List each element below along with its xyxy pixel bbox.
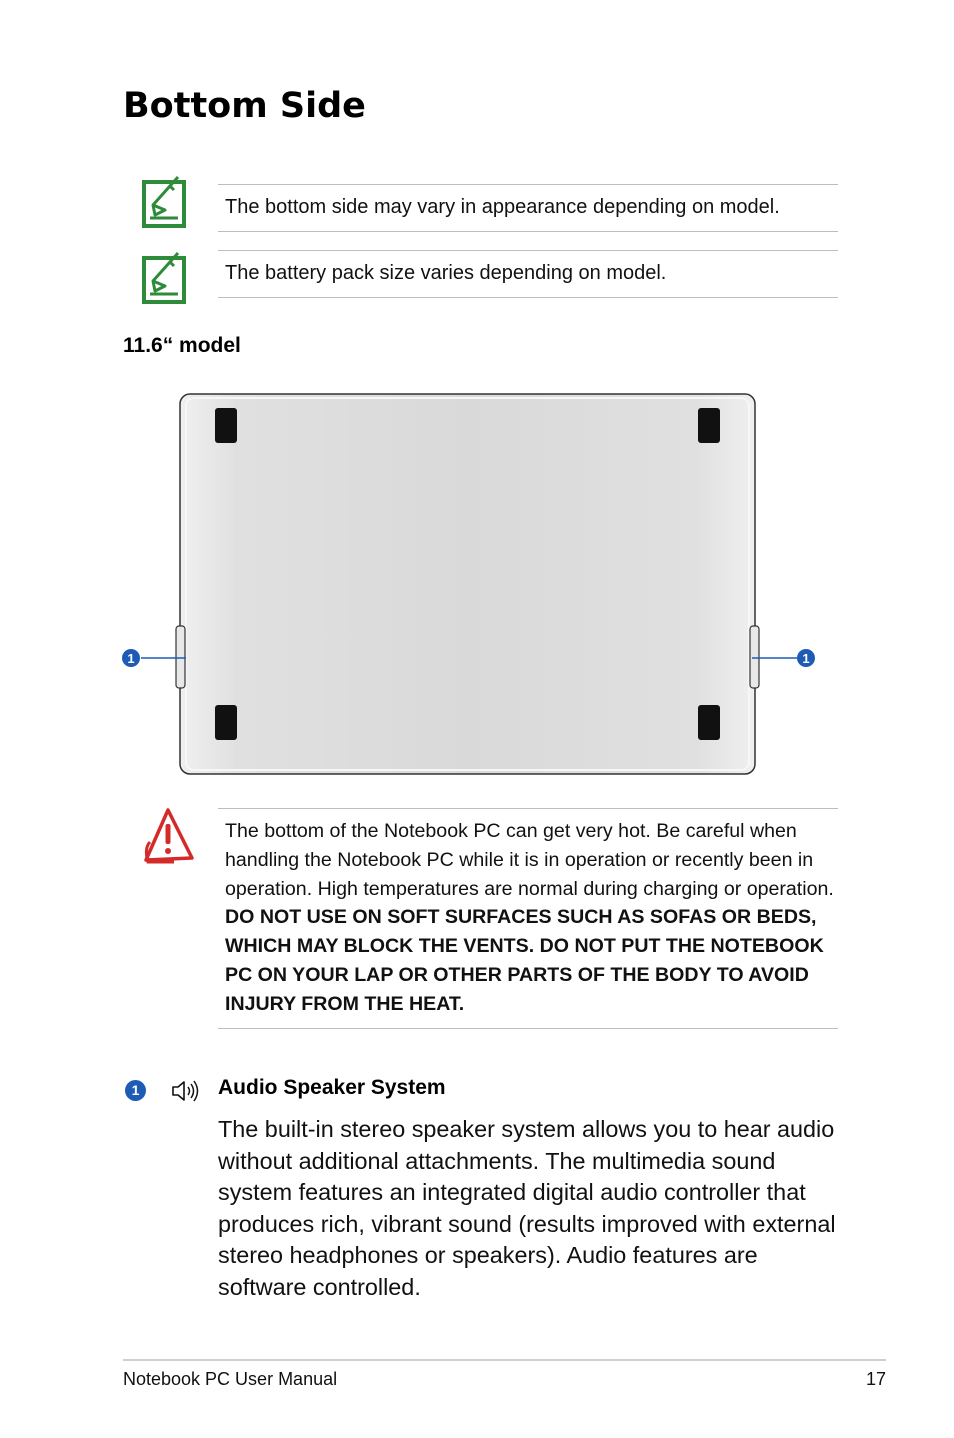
feature-title: Audio Speaker System xyxy=(218,1076,446,1099)
warning-hand-icon xyxy=(140,806,196,866)
warning-divider xyxy=(218,1028,838,1029)
rubber-foot xyxy=(698,705,720,740)
note-divider xyxy=(218,184,838,185)
note-text: The battery pack size varies depending on model. xyxy=(225,262,667,284)
warning-text xyxy=(225,817,843,1019)
model-heading: 11.6“ model xyxy=(123,334,241,357)
footer-manual-title: Notebook PC User Manual xyxy=(123,1369,338,1389)
note-text: The bottom side may vary in appearance depending on model. xyxy=(225,196,780,218)
note-divider xyxy=(218,231,838,232)
laptop-bottom-diagram xyxy=(120,390,820,780)
warning-divider xyxy=(218,808,838,809)
warning-body: The bottom of the Notebook PC can get very hot. Be careful when handling the Notebook PC while it is in operation or recently been in operation. High temperatures are normal during charging or operation. xyxy=(225,820,834,900)
callout-number: 1 xyxy=(802,651,810,666)
speaker-icon xyxy=(170,1078,200,1104)
footer-divider xyxy=(123,1359,886,1361)
feature-number-badge: 1 xyxy=(125,1080,146,1101)
right-speaker-grille xyxy=(750,626,759,688)
laptop-base xyxy=(180,394,755,774)
page-number: 17 xyxy=(865,1369,886,1389)
note-pencil-icon xyxy=(140,248,190,306)
page-title: Bottom Side xyxy=(123,86,366,126)
note-divider xyxy=(218,250,838,251)
warning-caps: DO NOT USE ON SOFT SURFACES SUCH AS SOFAS OR BEDS, WHICH MAY BLOCK THE VENTS. DO NOT PUT THE NOTEBOOK PC ON YOUR LAP OR OTHER PARTS OF THE BODY TO AVOID INJURY FROM THE HEAT. xyxy=(225,906,824,1015)
note-pencil-icon xyxy=(140,172,190,230)
left-speaker-grille xyxy=(176,626,185,688)
callout-number: 1 xyxy=(127,651,135,666)
rubber-foot xyxy=(215,408,237,443)
feature-description: The built-in stereo speaker system allows you to hear audio without additional attachments. The multimedia sound system features an integrated digital audio controller that produces rich, vibrant sound (results improved with external stereo headphones or speakers). Audio features are software controlled. xyxy=(218,1116,836,1300)
rubber-foot xyxy=(215,705,237,740)
rubber-foot xyxy=(698,408,720,443)
note-divider xyxy=(218,297,838,298)
